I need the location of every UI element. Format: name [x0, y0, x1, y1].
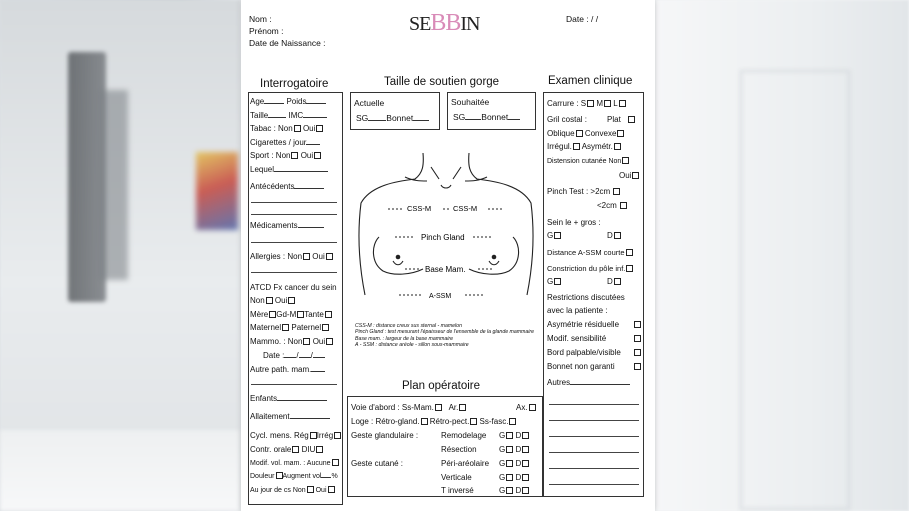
cycl-irreg-checkbox[interactable] — [334, 432, 341, 439]
peri-d-checkbox[interactable] — [522, 460, 529, 467]
mammo-oui-checkbox[interactable] — [326, 338, 333, 345]
nom-label: Nom : — [249, 14, 272, 24]
diagram-legend: CSS-M : distance creux sus sternal - mamelon Pinch Gland : test mesurant l'épaisseur de l'ensemble de la glande mammaire Base mam. : largeur de la base mammaire A - SSM : distance aréole - sillon sous-mammaire — [355, 323, 535, 348]
tante-checkbox[interactable] — [325, 311, 332, 318]
gril-irregul-checkbox[interactable] — [573, 143, 580, 150]
sein-d-checkbox[interactable] — [614, 232, 621, 239]
souhaitee-label: Souhaitée — [451, 97, 490, 107]
naissance-label: Date de Naissance : — [249, 38, 326, 48]
css-m-left-label: CSS-M — [407, 204, 432, 213]
background-painting — [196, 152, 238, 230]
diu-checkbox[interactable] — [316, 446, 323, 453]
constriction-checkbox[interactable] — [626, 265, 633, 272]
pinch-gt2-checkbox[interactable] — [613, 188, 620, 195]
resection-g-checkbox[interactable] — [506, 446, 513, 453]
loge-retrogland-checkbox[interactable] — [421, 418, 428, 425]
voie-ar-checkbox[interactable] — [459, 404, 466, 411]
tinv-g-checkbox[interactable] — [506, 487, 513, 494]
cycl-reg-checkbox[interactable] — [310, 432, 317, 439]
modif-sens-checkbox[interactable] — [634, 335, 641, 342]
actuelle-fields: SG Bonnet — [356, 113, 429, 123]
base-mam-label: Base Mam. — [425, 265, 466, 274]
sein-g-checkbox[interactable] — [554, 232, 561, 239]
distension-non-checkbox[interactable] — [622, 157, 629, 164]
voie-ssmam-checkbox[interactable] — [435, 404, 442, 411]
aujour-non-checkbox[interactable] — [307, 486, 314, 493]
carrure-l-checkbox[interactable] — [619, 100, 626, 107]
paternel-checkbox[interactable] — [322, 324, 329, 331]
loge-retropect-checkbox[interactable] — [470, 418, 477, 425]
allergies-oui-checkbox[interactable] — [326, 253, 333, 260]
section-plan: Plan opératoire — [402, 380, 480, 392]
remodelage-d-checkbox[interactable] — [522, 432, 529, 439]
contr-orale-checkbox[interactable] — [292, 446, 299, 453]
allergies-non-checkbox[interactable] — [303, 253, 310, 260]
gril-asymetr-checkbox[interactable] — [614, 143, 621, 150]
background-door — [740, 70, 850, 510]
tabac-oui-checkbox[interactable] — [316, 125, 323, 132]
atcd-oui-checkbox[interactable] — [288, 297, 295, 304]
prenom-label: Prénom : — [249, 26, 284, 36]
constriction-g-checkbox[interactable] — [554, 278, 561, 285]
douleur-checkbox[interactable] — [276, 472, 283, 479]
pinch-gland-label: Pinch Gland — [421, 233, 465, 242]
background-frame — [100, 90, 128, 280]
carrure-s-checkbox[interactable] — [587, 100, 594, 107]
remodelage-g-checkbox[interactable] — [506, 432, 513, 439]
section-examen: Examen clinique — [548, 75, 633, 87]
peri-g-checkbox[interactable] — [506, 460, 513, 467]
consultation-form: Nom : Prénom : Date de Naissance : SEBBIN Date : / / Interrogatoire Taille de soutien gorge Examen clinique Actuelle SG Bonnet Souhaitée SG Bonnet CSS-M CSS-M Pinch Gland Base Mam. A-SSM CSS-M : distance creux sus sternal - mamelon Pinch Gland : test mesurant l'épaisseur de l'ensemble de la glande mammaire Base mam. : largeur de la base mammaire A - SSM : distance aréole - sillon sous-mammaire Age Poids Taille IMC Tabac : Non Oui Cigarettes / jour Sport : Non Oui Lequel Antécédents Médicaments Allergies : Non Oui ATCD Fx cancer du sein Non Oui Mère Gd-M Tante Maternel Paternel Mammo. : Non Oui Date : / / Autre path. mam. Enfants Allaitement Cycl. mens. Rég Irrég Contr. orale DIU Modif. vol. mam. : Aucune Douleur Augment vol % Au jour de cs Non Oui Carrure : S M L Gril costal : Plat Oblique Convexe Irrégul. Asymétr. Distension cutanée Non Oui Pinch Test : >2cm <2cm Sein le + gros : G D Distance A-SSM courte Constriction du pôle inf. G D Restrictions discutées avec la patiente : Asymétrie résiduelle Modif. sensibilité Bord palpable/visible Bonnet non garanti Autres Plan opératoire Voie d'abord : Ss-Mam. Ar. Ax. Loge : Rétro-gland. Rétro-pect. Ss-fasc. Geste glandulaire : Remodelage G D Résection G D Geste cutané : Péri-aréolaire G D Verticale G D T inversé G D — [241, 0, 655, 511]
aujour-oui-checkbox[interactable] — [328, 486, 335, 493]
sport-oui-checkbox[interactable] — [314, 152, 321, 159]
souhaitee-fields: SG Bonnet — [453, 112, 520, 122]
atcd-non-checkbox[interactable] — [266, 297, 273, 304]
maternel-checkbox[interactable] — [282, 324, 289, 331]
resection-d-checkbox[interactable] — [522, 446, 529, 453]
tabac-non-checkbox[interactable] — [294, 125, 301, 132]
background-floor — [0, 430, 240, 511]
patient-header — [249, 13, 326, 49]
pinch-lt2-checkbox[interactable] — [620, 202, 627, 209]
section-interrogatoire: Interrogatoire — [260, 78, 329, 90]
verticale-d-checkbox[interactable] — [522, 474, 529, 481]
constriction-d-checkbox[interactable] — [614, 278, 621, 285]
css-m-right-label: CSS-M — [453, 204, 478, 213]
carrure-m-checkbox[interactable] — [604, 100, 611, 107]
voie-ax-checkbox[interactable] — [529, 404, 536, 411]
date-label: Date : / / — [566, 14, 599, 24]
a-ssm-label: A-SSM — [429, 293, 452, 300]
asym-res-checkbox[interactable] — [634, 321, 641, 328]
torso-diagram — [353, 145, 539, 315]
section-soutien: Taille de soutien gorge — [384, 76, 500, 88]
distension-oui-checkbox[interactable] — [632, 172, 639, 179]
tinv-d-checkbox[interactable] — [522, 487, 529, 494]
bord-checkbox[interactable] — [634, 349, 641, 356]
gril-plat-checkbox[interactable] — [628, 116, 635, 123]
verticale-g-checkbox[interactable] — [506, 474, 513, 481]
bonnet-checkbox[interactable] — [634, 363, 641, 370]
loge-ssfasc-checkbox[interactable] — [509, 418, 516, 425]
sport-non-checkbox[interactable] — [291, 152, 298, 159]
distance-assm-checkbox[interactable] — [626, 249, 633, 256]
mammo-non-checkbox[interactable] — [303, 338, 310, 345]
actuelle-label: Actuelle — [354, 98, 385, 108]
gril-oblique-checkbox[interactable] — [576, 130, 583, 137]
modif-aucune-checkbox[interactable] — [332, 459, 339, 466]
gril-convexe-checkbox[interactable] — [617, 130, 624, 137]
sebbin-logo: SEBBIN — [409, 10, 480, 36]
